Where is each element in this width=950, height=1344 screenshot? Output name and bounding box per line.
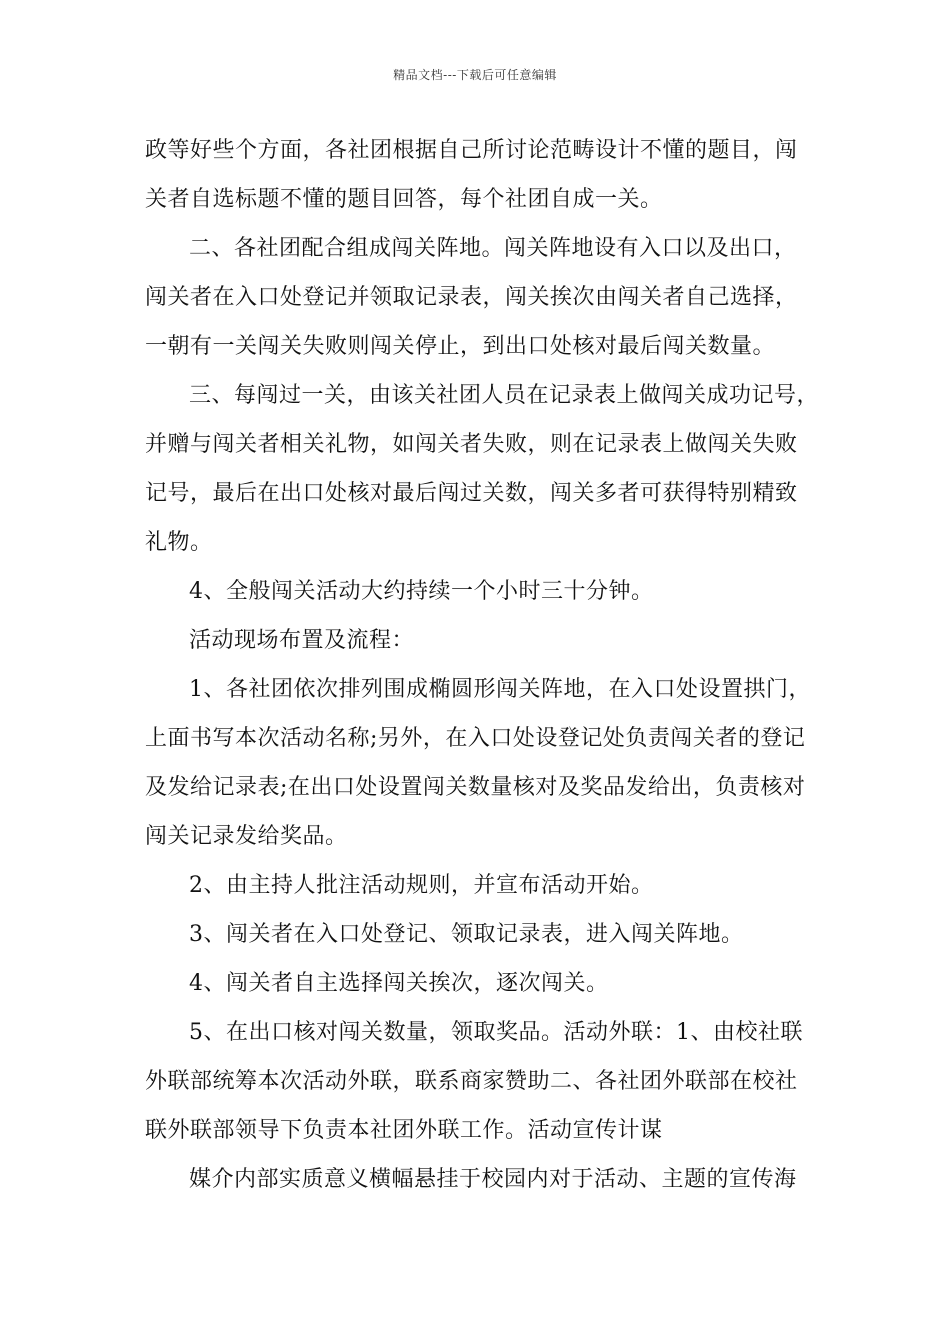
text-line: 2、由主持人批注活动规则，并宣布活动开始。 [189,873,654,898]
text-line: 关者自选标题不懂的题目回答，每个社团自成一关。 [145,187,663,212]
text-line: 三、每闯过一关，由该关社团人员在记录表上做闯关成功记号， [189,383,820,408]
text-line: 政等好些个方面，各社团根据自己所讨论范畴设计不懂的题目，闯 [145,138,798,163]
text-line: 上面书写本次活动名称;另外，在入口处设登记处负责闯关者的登记 [145,726,806,751]
text-line: 闯关记录发给奖品。 [145,824,348,849]
document-body [145,126,820,1204]
text-line: 及发给记录表;在出口处设置闯关数量核对及奖品发给出，负责核对 [145,775,806,800]
text-line: 一朝有一关闯关失败则闯关停止，到出口处核对最后闯关数量。 [145,334,776,359]
text-line: 1、各社团依次排列围成椭圆形闯关阵地，在入口处设置拱门， [189,677,811,702]
text-line: 媒介内部实质意义横幅悬挂于校园内对于活动、主题的宣传海 [189,1167,797,1192]
text-line: 二、各社团配合组成闯关阵地。闯关阵地设有入口以及出口， [189,236,797,261]
text-line: 联外联部领导下负责本社团外联工作。活动宣传计谋 [145,1118,663,1143]
text-line: 并赠与闯关者相关礼物，如闯关者失败，则在记录表上做闯关失败 [145,432,798,457]
text-line: 5、在出口核对闯关数量，领取奖品。活动外联：1、由校社联 [189,1020,803,1045]
text-line: 3、闯关者在入口处登记、领取记录表，进入闯关阵地。 [189,922,744,947]
text-line: 活动现场布置及流程： [189,628,415,653]
text-line: 闯关者在入口处登记并领取记录表，闯关挨次由闯关者自己选择， [145,285,798,310]
page-header-note: 精品文档---下载后可任意编辑 [393,68,557,82]
text-line: 4、全般闯关活动大约持续一个小时三十分钟。 [189,579,654,604]
text-line: 记号，最后在出口处核对最后闯过关数，闯关多者可获得特别精致 [145,481,798,506]
text-line: 外联部统筹本次活动外联，联系商家赞助二、各社团外联部在校社 [145,1069,798,1094]
text-line: 4、闯关者自主选择闯关挨次，逐次闯关。 [189,971,609,996]
text-line: 礼物。 [145,530,213,555]
